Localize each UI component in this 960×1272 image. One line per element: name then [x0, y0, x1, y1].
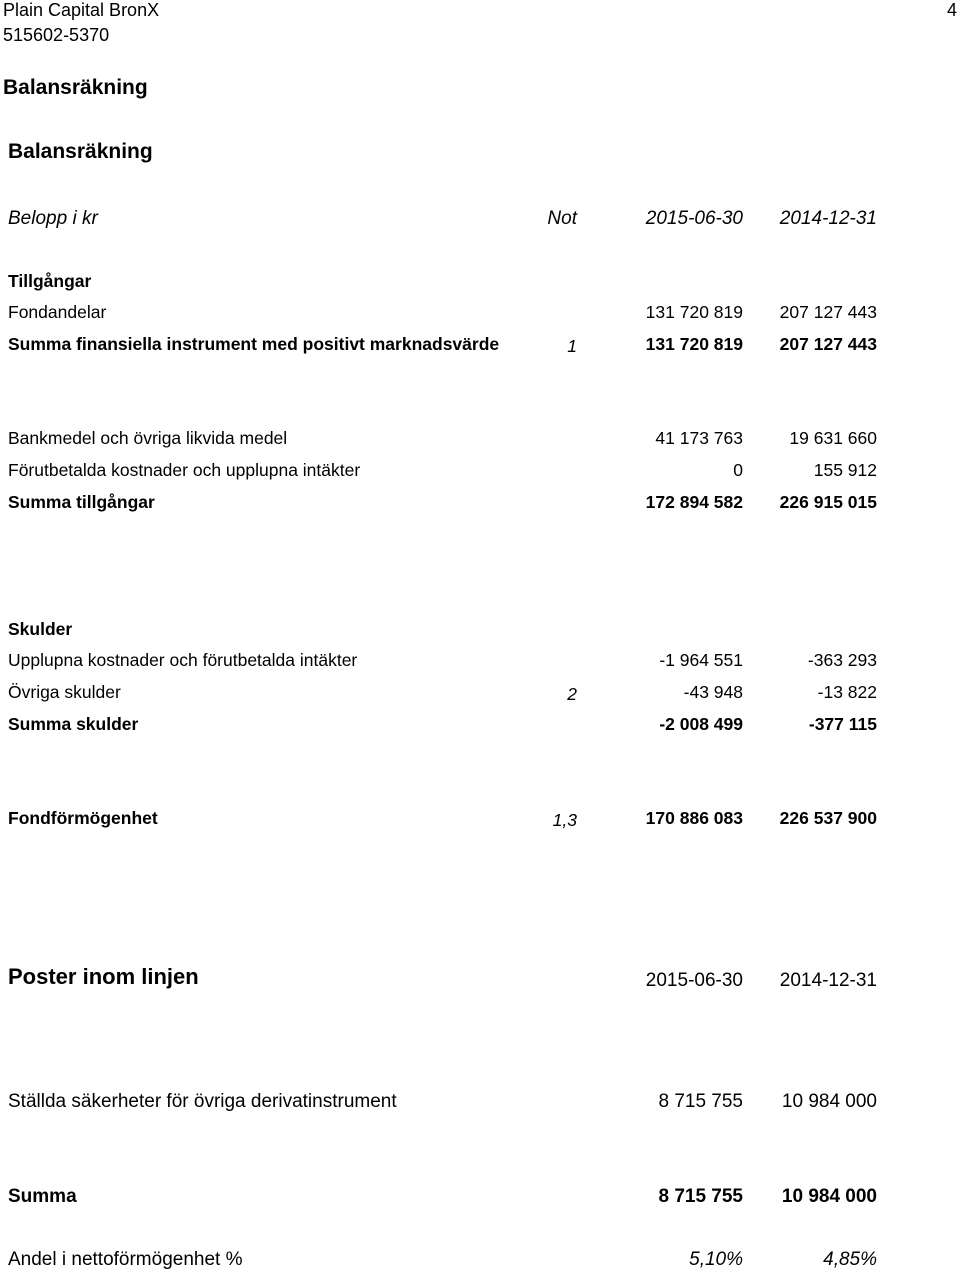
- row-value-2015: 5,10%: [689, 1249, 743, 1270]
- company-name: Plain Capital BronX: [3, 0, 160, 20]
- column-header-2014: 2014-12-31: [779, 208, 877, 229]
- row-value-2014: -13 822: [817, 682, 877, 702]
- row-label: Andel i nettoförmögenhet %: [8, 1249, 243, 1270]
- row-note: 1,3: [552, 810, 577, 830]
- page-number: 4: [946, 0, 957, 20]
- row-value-2014: 226 537 900: [779, 808, 877, 828]
- row-value-2014: 10 984 000: [781, 1186, 877, 1207]
- row-label: Summa tillgångar: [8, 492, 155, 512]
- row-value-2014: 155 912: [813, 460, 877, 480]
- off-balance-column-2015: 2015-06-30: [645, 970, 743, 991]
- row-value-2014: -377 115: [808, 714, 877, 734]
- row-value-2014: 207 127 443: [779, 302, 877, 322]
- row-label: Fondförmögenhet: [8, 808, 158, 828]
- row-value-2015: -2 008 499: [659, 714, 743, 734]
- row-value-2014: 19 631 660: [789, 428, 877, 448]
- row-label: Ställda säkerheter för övriga derivatinstrument: [8, 1091, 397, 1112]
- row-label: Summa: [8, 1186, 77, 1207]
- row-label: Övriga skulder: [8, 682, 121, 702]
- row-label: Fondandelar: [8, 302, 107, 322]
- row-value-2015: 0: [733, 460, 743, 480]
- row-value-2015: 170 886 083: [645, 808, 743, 828]
- row-value-2015: 131 720 819: [645, 334, 743, 354]
- row-value-2014: 4,85%: [823, 1249, 877, 1270]
- row-value-2014: 226 915 015: [779, 492, 877, 512]
- row-value-2015: -1 964 551: [659, 650, 743, 670]
- column-header-label: Belopp i kr: [8, 208, 98, 229]
- assets-heading: Tillgångar: [8, 271, 92, 291]
- table-title: Balansräkning: [8, 140, 153, 163]
- row-label: Förutbetalda kostnader och upplupna intäkter: [8, 460, 361, 480]
- row-value-2015: -43 948: [683, 682, 743, 702]
- row-value-2015: 172 894 582: [645, 492, 743, 512]
- row-value-2014: 10 984 000: [781, 1091, 877, 1112]
- column-header-note: Not: [547, 208, 577, 229]
- off-balance-heading: Poster inom linjen: [8, 964, 199, 989]
- org-number: 515602-5370: [3, 25, 110, 45]
- off-balance-column-2014: 2014-12-31: [779, 970, 877, 991]
- row-label: Bankmedel och övriga likvida medel: [8, 428, 288, 448]
- row-value-2015: 8 715 755: [658, 1186, 743, 1207]
- row-value-2014: -363 293: [807, 650, 877, 670]
- row-note: 2: [567, 684, 577, 704]
- row-label: Summa skulder: [8, 714, 139, 734]
- row-value-2014: 207 127 443: [779, 334, 877, 354]
- liabilities-heading: Skulder: [8, 619, 73, 639]
- row-label: Upplupna kostnader och förutbetalda intäkter: [8, 650, 358, 670]
- section-title: Balansräkning: [3, 76, 148, 99]
- row-note: 1: [567, 336, 577, 356]
- column-header-2015: 2015-06-30: [645, 208, 743, 229]
- row-value-2015: 8 715 755: [658, 1091, 743, 1112]
- row-value-2015: 131 720 819: [645, 302, 743, 322]
- row-value-2015: 41 173 763: [655, 428, 743, 448]
- row-label: Summa finansiella instrument med positivt marknadsvärde: [8, 334, 500, 354]
